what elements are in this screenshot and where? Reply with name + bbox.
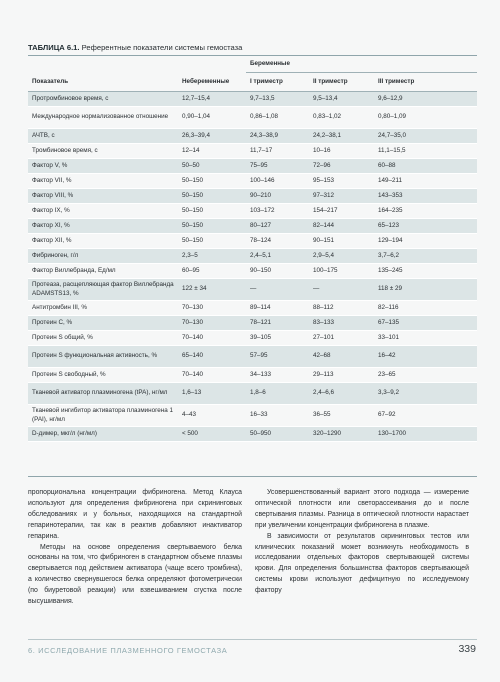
- value-cell: 42–68: [309, 346, 374, 368]
- footer-rule: [28, 639, 477, 640]
- table-row: [28, 92, 477, 107]
- value-cell: 149–211: [374, 174, 477, 189]
- row-label-cell: АЧТВ, с: [28, 129, 178, 144]
- value-cell: 24,2–38,1: [309, 129, 374, 144]
- value-cell: 12,7–15,4: [178, 92, 246, 107]
- row-label-cell: Фактор VIII, %: [28, 189, 178, 204]
- footer-section-title: 6. ИССЛЕДОВАНИЕ ПЛАЗМЕННОГО ГЕМОСТАЗА: [28, 646, 228, 655]
- value-cell: 16–33: [246, 405, 309, 427]
- value-cell: 0,80–1,09: [374, 107, 477, 129]
- table-row: [28, 368, 477, 383]
- row-label-cell: Протеин S функциональная активность, %: [28, 346, 178, 368]
- value-cell: 154–217: [309, 204, 374, 219]
- value-cell: 2,3–5: [178, 249, 246, 264]
- value-cell: 12–14: [178, 144, 246, 159]
- value-cell: 0,83–1,02: [309, 107, 374, 129]
- table-header-row: [28, 73, 477, 92]
- row-label-cell: Тканевой активатор плазминогена (tPA), нг/мл: [28, 383, 178, 405]
- row-label-cell: Фактор XI, %: [28, 219, 178, 234]
- table-row: [28, 219, 477, 234]
- value-cell: 82–116: [374, 301, 477, 316]
- value-cell: 90–210: [246, 189, 309, 204]
- row-label-cell: Протеин S свободный, %: [28, 368, 178, 383]
- value-cell: 23–65: [374, 368, 477, 383]
- value-cell: 27–101: [309, 331, 374, 346]
- row-label-cell: Фибриноген, г/л: [28, 249, 178, 264]
- body-paragraph: Методы на основе определения свертываемого белка основаны на том, что фибриноген в стандартном объеме плазмы свертывается под действием активатора (чаще всего тромбина), а количество свернувшегося белка определяют фотометрически (по биуретовой реакции) или взвешиванием сгустка после высушивания.: [28, 543, 242, 606]
- value-cell: 39–105: [246, 331, 309, 346]
- table-row: [28, 264, 477, 279]
- value-cell: 70–130: [178, 316, 246, 331]
- table-row: [28, 234, 477, 249]
- value-cell: 2,4–6,6: [309, 383, 374, 405]
- value-cell: 26,3–39,4: [178, 129, 246, 144]
- value-cell: 164–235: [374, 204, 477, 219]
- value-cell: 2,9–5,4: [309, 249, 374, 264]
- value-cell: 11,7–17: [246, 144, 309, 159]
- value-cell: 78–124: [246, 234, 309, 249]
- table-row: [28, 427, 477, 442]
- value-cell: 65–123: [374, 219, 477, 234]
- column-header: I триместр: [246, 73, 309, 92]
- row-label-cell: Тромбиновое время, с: [28, 144, 178, 159]
- value-cell: 70–140: [178, 368, 246, 383]
- value-cell: 129–194: [374, 234, 477, 249]
- value-cell: 50–150: [178, 204, 246, 219]
- table-row: [28, 174, 477, 189]
- table-row: [28, 249, 477, 264]
- table-row: [28, 144, 477, 159]
- value-cell: 80–127: [246, 219, 309, 234]
- row-label-cell: Протромбиновое время, с: [28, 92, 178, 107]
- row-label-cell: Фактор Виллебранда, Ед/мл: [28, 264, 178, 279]
- body-paragraph: В зависимости от результатов скрининговых тестов или клинических показаний может возникнуть необходимость в исследовании отдельных факторов свертывающей системы крови. Для определения большинства факторов свертывающей системы крови используют дефицитную по исследуемому фактору: [255, 532, 469, 595]
- value-cell: 60–95: [178, 264, 246, 279]
- value-cell: 50–150: [178, 174, 246, 189]
- row-label-cell: Фактор XII, %: [28, 234, 178, 249]
- value-cell: 57–95: [246, 346, 309, 368]
- value-cell: 82–144: [309, 219, 374, 234]
- table-row: [28, 346, 477, 368]
- row-label-cell: Протеин S общий, %: [28, 331, 178, 346]
- value-cell: 10–16: [309, 144, 374, 159]
- value-cell: 29–113: [309, 368, 374, 383]
- table-row: [28, 189, 477, 204]
- value-cell: 24,3–38,9: [246, 129, 309, 144]
- value-cell: 100–146: [246, 174, 309, 189]
- table-row: [28, 107, 477, 129]
- row-label-cell: Фактор V, %: [28, 159, 178, 174]
- value-cell: 50–150: [178, 234, 246, 249]
- column-header: Показатель: [28, 73, 178, 92]
- row-label-cell: Протеаза, расщепляющая фактор Виллебранда ADAMSTS13, %: [28, 279, 178, 301]
- row-label-cell: Тканевой ингибитор активатора плазминогена 1 (PAI), нг/мл: [28, 405, 178, 427]
- value-cell: 88–112: [309, 301, 374, 316]
- row-label-cell: D-димер, мкг/л (нг/мл): [28, 427, 178, 442]
- value-cell: 50–150: [178, 189, 246, 204]
- value-cell: 36–55: [309, 405, 374, 427]
- value-cell: —: [246, 279, 309, 301]
- body-paragraph: Усовершенствованный вариант этого подхода — измерение оптической плотности или светорассеивания до и после свертывания плазмы. Разница в оптической плотности нарастает при увеличении концентрации фибриногена в плазме.: [255, 489, 469, 529]
- value-cell: 65–140: [178, 346, 246, 368]
- value-cell: 11,1–15,5: [374, 144, 477, 159]
- value-cell: 3,3–9,2: [374, 383, 477, 405]
- body-paragraph: пропорциональна концентрации фибриногена. Метод Клауса используют для определения фибриногена при скрининговых обследованиях и у больных, находящихся на стандартной гепаринотерапии, так как в реактив добавляют инактиватор гепарина.: [28, 489, 242, 540]
- value-cell: 67–135: [374, 316, 477, 331]
- value-cell: 89–114: [246, 301, 309, 316]
- value-cell: 33–101: [374, 331, 477, 346]
- value-cell: 143–353: [374, 189, 477, 204]
- table-group-header: Беременные: [250, 60, 290, 67]
- value-cell: 118 ± 29: [374, 279, 477, 301]
- value-cell: 100–175: [309, 264, 374, 279]
- row-label-cell: Фактор VII, %: [28, 174, 178, 189]
- value-cell: 24,7–35,0: [374, 129, 477, 144]
- table-caption-text: Референтные показатели системы гемостаза: [81, 43, 243, 52]
- table-row: [28, 405, 477, 427]
- value-cell: 1,8–6: [246, 383, 309, 405]
- value-cell: 1,6–13: [178, 383, 246, 405]
- reference-table: [28, 73, 477, 442]
- value-cell: 9,6–12,9: [374, 92, 477, 107]
- table-row: [28, 301, 477, 316]
- value-cell: < 500: [178, 427, 246, 442]
- table-row: [28, 129, 477, 144]
- value-cell: 67–92: [374, 405, 477, 427]
- body-column-left: [28, 488, 242, 608]
- value-cell: 0,86–1,08: [246, 107, 309, 129]
- value-cell: 70–140: [178, 331, 246, 346]
- value-cell: 70–130: [178, 301, 246, 316]
- value-cell: 16–42: [374, 346, 477, 368]
- table-caption-number: ТАБЛИЦА 6.1.: [28, 43, 80, 52]
- value-cell: 34–133: [246, 368, 309, 383]
- value-cell: —: [309, 279, 374, 301]
- column-header: II триместр: [309, 73, 374, 92]
- row-label-cell: Антитромбин III, %: [28, 301, 178, 316]
- value-cell: 90–151: [309, 234, 374, 249]
- table-row: [28, 159, 477, 174]
- value-cell: 2,4–5,1: [246, 249, 309, 264]
- value-cell: 83–133: [309, 316, 374, 331]
- table-top-rule: [28, 55, 477, 56]
- table-row: [28, 316, 477, 331]
- value-cell: 122 ± 34: [178, 279, 246, 301]
- value-cell: 50–50: [178, 159, 246, 174]
- row-label-cell: Протеин C, %: [28, 316, 178, 331]
- value-cell: 60–88: [374, 159, 477, 174]
- value-cell: 90–150: [246, 264, 309, 279]
- value-cell: 72–96: [309, 159, 374, 174]
- value-cell: 75–95: [246, 159, 309, 174]
- row-label-cell: Международное нормализованное отношение: [28, 107, 178, 129]
- value-cell: 3,7–6,2: [374, 249, 477, 264]
- table-row: [28, 279, 477, 301]
- column-header: Небеременные: [178, 73, 246, 92]
- value-cell: 50–950: [246, 427, 309, 442]
- value-cell: 103–172: [246, 204, 309, 219]
- row-label-cell: Фактор IX, %: [28, 204, 178, 219]
- table-row: [28, 331, 477, 346]
- value-cell: 4–43: [178, 405, 246, 427]
- table-caption: [28, 43, 478, 53]
- value-cell: 78–121: [246, 316, 309, 331]
- value-cell: 50–150: [178, 219, 246, 234]
- value-cell: 97–312: [309, 189, 374, 204]
- value-cell: 9,5–13,4: [309, 92, 374, 107]
- value-cell: 135–245: [374, 264, 477, 279]
- body-column-right: [255, 488, 469, 597]
- page-number: 339: [458, 643, 476, 655]
- table-bottom-rule: [28, 476, 477, 477]
- value-cell: 0,90–1,04: [178, 107, 246, 129]
- value-cell: 95–153: [309, 174, 374, 189]
- value-cell: 320–1290: [309, 427, 374, 442]
- value-cell: 130–1700: [374, 427, 477, 442]
- table-row: [28, 204, 477, 219]
- table-row: [28, 383, 477, 405]
- value-cell: 9,7–13,5: [246, 92, 309, 107]
- column-header: III триместр: [374, 73, 477, 92]
